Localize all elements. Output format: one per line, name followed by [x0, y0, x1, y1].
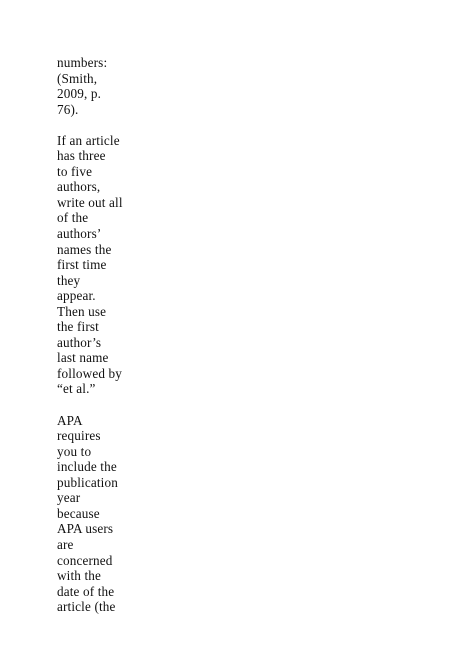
- paragraph-publication-year: [57, 413, 147, 615]
- text-line: you to: [57, 443, 92, 459]
- text-line: because: [57, 505, 100, 521]
- text-line: 76).: [57, 101, 79, 117]
- text-line: 2009, p.: [57, 86, 102, 102]
- text-line: concerned: [57, 552, 113, 568]
- text-line: are: [57, 536, 74, 552]
- text-line: has three: [57, 148, 106, 164]
- text-line: appear.: [57, 288, 96, 304]
- paragraph-citation-example: [57, 55, 147, 117]
- text-line: names the: [57, 241, 112, 257]
- text-line: article (the: [57, 599, 116, 615]
- text-line: with the: [57, 568, 102, 584]
- text-line: “et al.”: [57, 381, 96, 397]
- text-line: write out all: [57, 194, 123, 210]
- text-line: year: [57, 490, 81, 506]
- text-line: first time: [57, 257, 107, 273]
- text-line: they: [57, 272, 81, 288]
- text-line: publication: [57, 474, 118, 490]
- text-line: authors’: [57, 226, 102, 242]
- text-line: APA users: [57, 521, 114, 537]
- text-line: (Smith,: [57, 70, 98, 86]
- text-line: author’s: [57, 334, 102, 350]
- paragraph-multiple-authors: [57, 133, 147, 397]
- text-line: followed by: [57, 365, 123, 381]
- text-line: to five: [57, 163, 93, 179]
- text-line: Then use: [57, 303, 107, 319]
- text-line: requires: [57, 428, 101, 444]
- text-line: If an article: [57, 132, 120, 148]
- text-line: date of the: [57, 583, 115, 599]
- text-line: numbers:: [57, 55, 108, 70]
- text-line: APA: [57, 412, 83, 428]
- text-line: authors,: [57, 179, 101, 195]
- text-line: of the: [57, 210, 89, 226]
- text-line: include the: [57, 459, 117, 475]
- text-line: the first: [57, 319, 100, 335]
- text-line: last name: [57, 350, 109, 366]
- body-text-column: [57, 55, 147, 630]
